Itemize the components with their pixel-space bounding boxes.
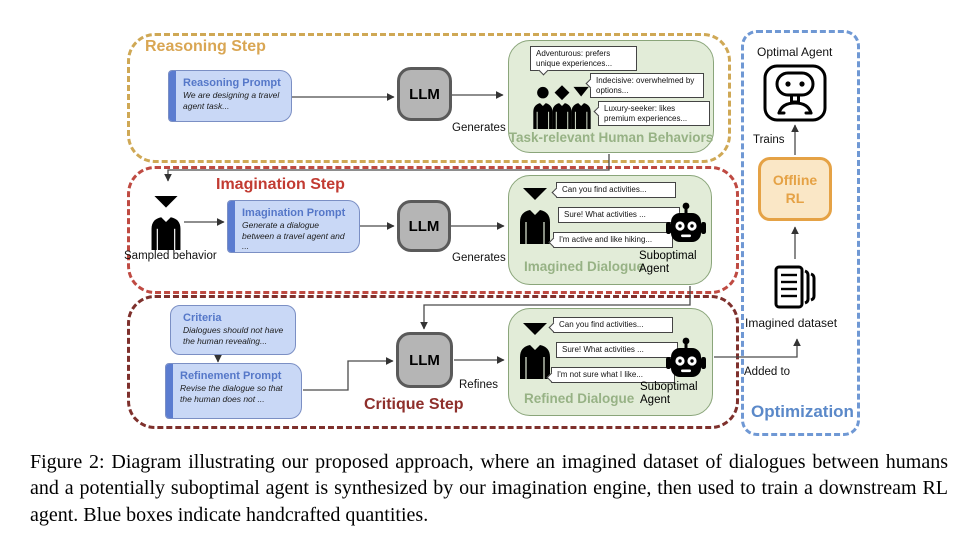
figure-caption: Figure 2: Diagram illustrating our proposed approach, where an imagined dataset of dialogues between humans and a potentially suboptimal agent is synthesized by our imagination engine, then used to train a downstream RL agent. Blue boxes indicate handcrafted quantities. <box>30 451 948 526</box>
dialogue-bubble-2: Sure! What activities ... <box>558 207 680 223</box>
refinement-prompt-box <box>165 363 302 419</box>
criteria-title: Criteria <box>183 312 222 324</box>
dialogue-bubble-2: Sure! What activities ... <box>556 342 678 358</box>
reasoning-prompt-title: Reasoning Prompt <box>183 77 281 89</box>
dialogue-bubble-1: Can you find activities... <box>553 317 673 333</box>
trains-label: Trains <box>753 134 785 146</box>
robot-icon <box>666 202 706 248</box>
generates-label-reasoning: Generates <box>452 122 506 134</box>
reasoning-prompt-body: We are designing a travel agent task... <box>183 90 280 111</box>
behavior-bubble-2: Indecisive: overwhelmed by options... <box>590 73 704 98</box>
robot-icon <box>666 337 706 383</box>
added-to-label: Added to <box>744 366 791 378</box>
criteria-body: Dialogues should not have the human revealing... <box>183 325 284 346</box>
criteria-box <box>170 305 296 355</box>
llm-box-reasoning: LLM <box>397 67 452 121</box>
offline-rl-box: Offline RL <box>758 157 832 221</box>
sampled-behavior-label: Sampled behavior <box>124 250 217 262</box>
optimization-title: Optimization <box>751 402 854 421</box>
sampled-behavior-human-icon <box>149 196 183 250</box>
optimal-agent-robot-icon <box>763 64 827 122</box>
imagined-dataset-label: Imagined dataset <box>745 316 838 330</box>
dialogue-bubble-3: I'm active and like hiking... <box>553 232 673 248</box>
reasoning-step-title: Reasoning Step <box>145 38 266 55</box>
behaviors-box-title: Task-relevant Human Behaviors <box>508 130 714 145</box>
refinement-prompt-title: Refinement Prompt <box>180 370 282 382</box>
imagination-prompt-body: Generate a dialogue between a travel agent and ... <box>242 220 345 252</box>
dialogue-bubble-1: Can you find activities... <box>556 182 676 198</box>
prompt-accent-bar <box>166 364 173 418</box>
imagination-prompt-title: Imagination Prompt <box>242 207 346 219</box>
suboptimal-agent-label: Suboptimal Agent <box>639 249 697 275</box>
imagined-dialogue-box <box>508 175 712 285</box>
suboptimal-agent-label: Suboptimal Agent <box>640 380 698 406</box>
refined-dialogue-box <box>508 308 713 416</box>
refinement-prompt-body: Revise the dialogue so that the human does not ... <box>180 383 283 404</box>
refines-label: Refines <box>459 379 498 391</box>
llm-box-critique: LLM <box>396 332 453 388</box>
prompt-accent-bar <box>169 71 176 121</box>
imagination-step-title: Imagination Step <box>216 176 345 193</box>
reasoning-prompt-box <box>168 70 292 122</box>
optimal-agent-label: Optimal Agent <box>757 45 833 59</box>
llm-box-imagination: LLM <box>397 200 451 252</box>
prompt-accent-bar <box>228 201 235 252</box>
human-icon <box>518 188 552 244</box>
imagined-dialogue-title: Imagined Dialogue <box>524 259 645 274</box>
refined-dialogue-title: Refined Dialogue <box>524 391 635 406</box>
human-behaviors-box <box>508 40 714 153</box>
three-humans-icon <box>532 85 592 129</box>
human-icon <box>518 323 552 379</box>
imagination-prompt-box <box>227 200 360 253</box>
generates-label-imagination: Generates <box>452 252 506 264</box>
imagined-dataset-icon <box>774 263 816 311</box>
behavior-bubble-3: Luxury-seeker: likes premium experiences... <box>598 101 710 126</box>
critique-step-title: Critique Step <box>364 396 464 413</box>
dialogue-bubble-3: I'm not sure what I like... <box>551 367 675 383</box>
behavior-bubble-1: Adventurous: prefers unique experiences... <box>530 46 637 71</box>
